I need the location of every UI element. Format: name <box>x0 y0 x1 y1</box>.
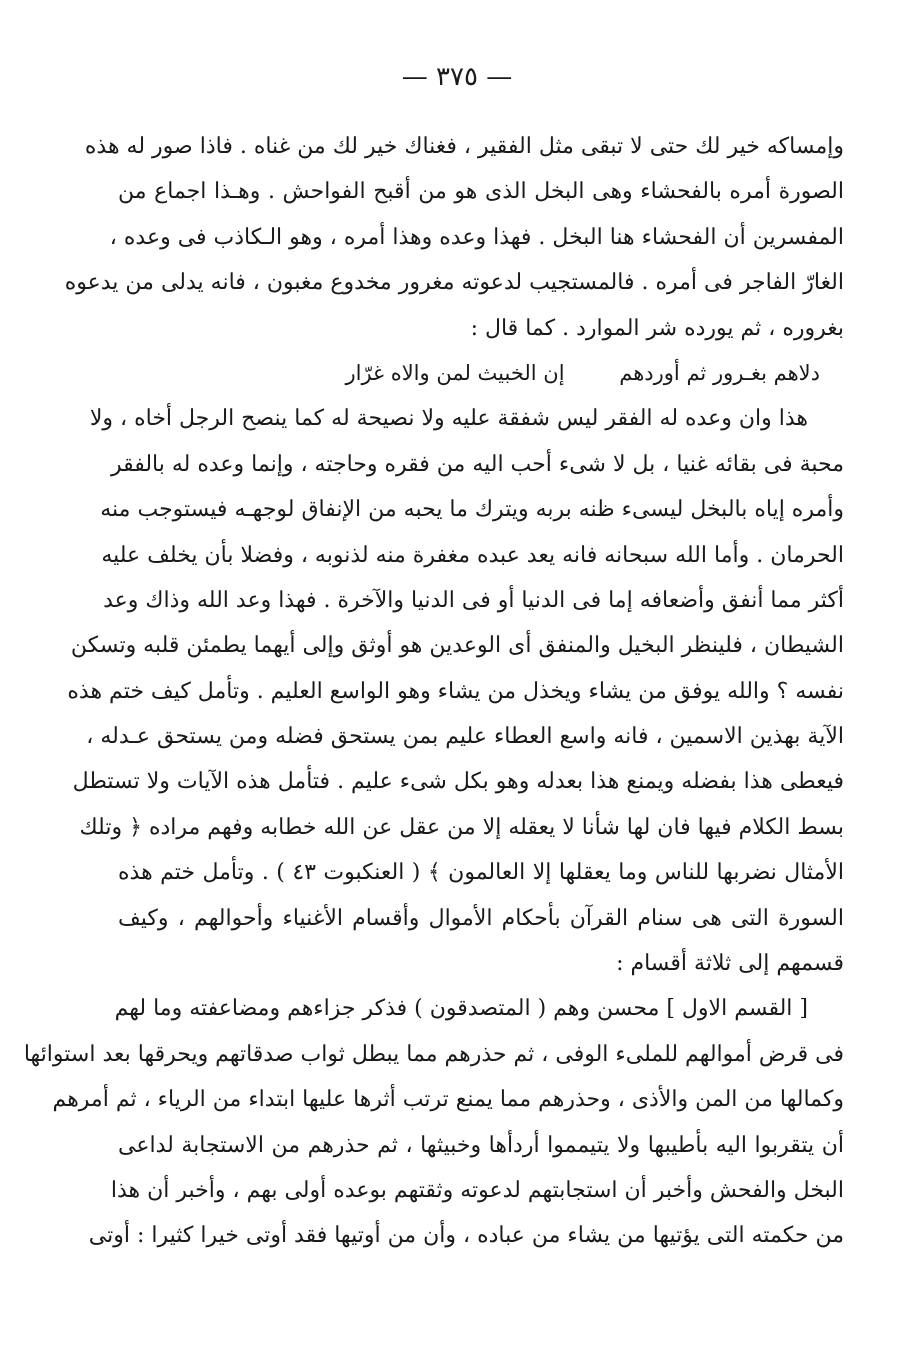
text-line: أكثر مما أنفق وأضعافه إما فى الدنيا أو فى الدنيا والآخرة . فهذا وعد الله وذاك وعد <box>103 587 844 613</box>
body-text <box>23 124 845 1259</box>
text-line: الشيطان ، فلينظر البخيل والمنفق أى الوعدين هو أوثق وإلى أيهما يطمئن قلبه وتسكن <box>70 633 844 659</box>
text-line: قسمهم إلى ثلاثة أقسام : <box>616 951 844 977</box>
text-line: هذا وان وعده له الفقر ليس شفقة عليه ولا نصيحة له كما ينصح الرجل أخاه ، ولا <box>89 406 808 432</box>
text-line: محبة فى بقائه غنيا ، بل لا شىء أحب اليه من فقره وحاجته ، وإنما وعده له بالفقر <box>110 451 844 477</box>
text-line: بغروره ، ثم يورده شر الموارد . كما قال : <box>470 315 844 341</box>
text-line: الحرمان . وأما الله سبحانه فانه يعد عبده مغفرة منه لذنوبه ، وفضلا بأن يخلف عليه <box>101 542 844 568</box>
text-line: الأمثال نضربها للناس وما يعقلها إلا العالمون ﴾ ( العنكبوت ٤٣ ) . وتأمل ختم هذه <box>118 860 845 886</box>
page-number: — ٣٧٥ — <box>401 62 513 92</box>
text-line: الغارّ الفاجر فى أمره . فالمستجيب لدعوته مغرور مخدوع مغبون ، فانه يدلى من يدعوه <box>64 270 844 296</box>
text-line: السورة التى هى سنام القرآن بأحكام الأموال وأقسام الأغنياء وأحوالهم ، وكيف <box>118 905 844 931</box>
text-line: فى قرض أموالهم للملىء الوفى ، ثم حذرهم مما يبطل ثواب صدقاتهم ويحرقها بعد استوائها <box>23 1041 844 1067</box>
text-line: وكمالها من المن والأذى ، وحذرهم مما يمنع ترتب أثرها عليها ابتداء من الرياء ، ثم أمرهم <box>52 1087 844 1113</box>
text-line: وإمساكه خير لك حتى لا تبقى مثل الفقير ، فغناك خير لك من غناه . فاذا صور له هذه <box>84 134 844 159</box>
verse-first-hemistich: دلاهم بغـرور ثم أوردهم <box>619 360 820 385</box>
text-line: البخل والفحش وأخبر أن استجابتهم لدعوته وثقتهم بوعده أولى بهم ، وأخبر أن هذا <box>110 1177 844 1203</box>
text-line: الآية بهذين الاسمين ، فانه واسع العطاء عليم بمن يستحق فضله ومن يستحق عـدله ، <box>86 724 844 750</box>
text-line: نفسه ؟ والله يوفق من يشاء ويخذل من يشاء وهو الواسع العليم . وتأمل كيف ختم هذه <box>67 678 844 704</box>
text-line: من حكمته التى يؤتيها من يشاء من عباده ، وأن من أوتيها فقد أوتى خيرا كثيرا : أوتى <box>88 1223 844 1249</box>
text-line: الصورة أمره بالفحشاء وهى البخل الذى هو من أقبح الفواحش . وهـذا اجماع من <box>118 179 844 205</box>
text-line: فيعطى هذا بفضله ويمنع هذا بعدله وهو بكل شىء عليم . فتأمل هذه الآيات ولا تستطل <box>72 769 844 795</box>
verse-second-hemistich: إن الخبيث لمن والاه غرّار <box>345 360 565 385</box>
text-line: [ القسم الاول ] محسن وهم ( المتصدقون ) فذكر جزاءهم ومضاعفته وما لهم <box>114 996 808 1022</box>
text-line: المفسرين أن الفحشاء هنا البخل . فهذا وعده وهذا أمره ، وهو الـكاذب فى وعده ، <box>109 224 844 250</box>
poetry-verse <box>118 351 844 396</box>
text-line: أن يتقربوا اليه بأطيبها ولا يتيمموا أردأها وخبيثها ، ثم حذرهم من الاستجابة لداعى <box>118 1132 844 1158</box>
text-line: بسط الكلام فيها فان لها شأنا لا يعقله إلا من عقل عن الله خطابه وفهم مراده ﴿ وتلك <box>79 814 844 840</box>
text-line: وأمره إياه بالبخل ليسىء ظنه بربه ويترك ما يحبه من الإنفاق لوجهـه فيستوجب منه <box>100 497 844 523</box>
